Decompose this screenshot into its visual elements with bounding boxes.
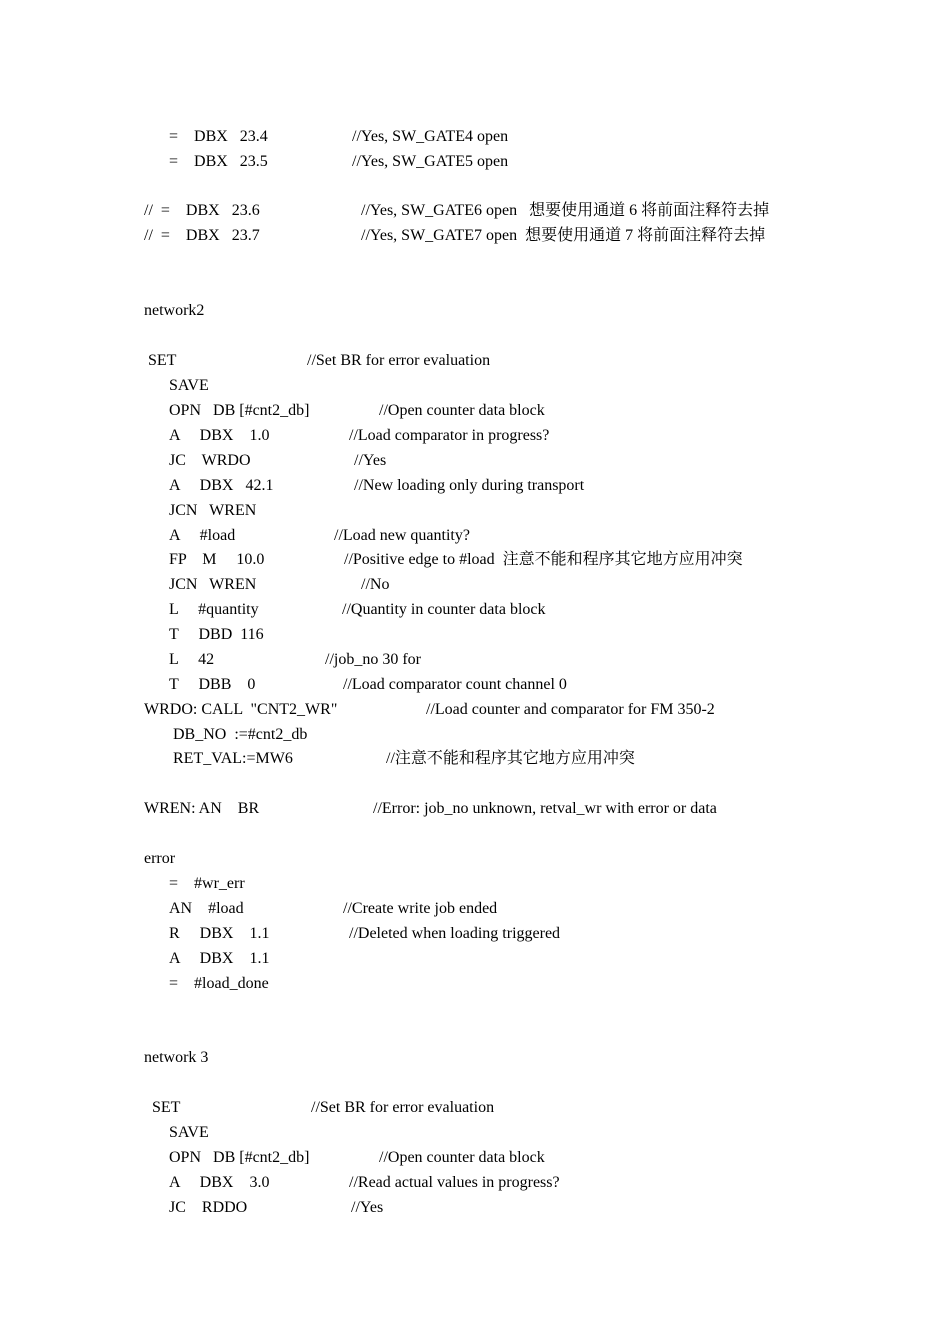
code-line: WRDO: CALL "CNT2_WR" <box>144 701 338 718</box>
code-line: SET <box>148 352 177 369</box>
code-comment: //New loading only during transport <box>354 477 585 494</box>
code-line: // = DBX 23.6 <box>144 202 260 219</box>
code-comment: //job_no 30 for <box>325 651 421 668</box>
code-comment: //Quantity in counter data block <box>342 601 546 618</box>
code-line: A DBX 3.0 <box>169 1174 270 1191</box>
code-line: DB_NO :=#cnt2_db <box>173 726 308 743</box>
code-comment: //Create write job ended <box>343 900 498 917</box>
code-comment: //Open counter data block <box>379 402 545 419</box>
code-comment: //Load new quantity? <box>334 527 470 544</box>
section-heading: network2 <box>144 302 205 319</box>
code-comment: //Yes, SW_GATE6 open 想要使用通道 6 将前面注释符去掉 <box>361 202 770 219</box>
code-line: A DBX 42.1 <box>169 477 274 494</box>
code-comment: //Deleted when loading triggered <box>349 925 561 942</box>
code-comment: //Load comparator count channel 0 <box>343 676 567 693</box>
code-comment: //Set BR for error evaluation <box>307 352 491 369</box>
code-line: JCN WREN <box>169 502 257 519</box>
code-line: = DBX 23.5 <box>169 153 268 170</box>
code-comment: //Yes <box>351 1199 384 1216</box>
code-comment: //Error: job_no unknown, retval_wr with error or data <box>373 800 717 817</box>
code-comment: //Yes, SW_GATE4 open <box>352 128 509 145</box>
code-line: WREN: AN BR <box>144 800 260 817</box>
code-line: SAVE <box>169 1124 209 1141</box>
code-line: FP M 10.0 <box>169 551 265 568</box>
section-heading: network 3 <box>144 1049 209 1066</box>
code-comment: //Yes, SW_GATE5 open <box>352 153 509 170</box>
code-line: SET <box>152 1099 181 1116</box>
code-comment: //Yes, SW_GATE7 open 想要使用通道 7 将前面注释符去掉 <box>361 227 766 244</box>
code-line: R DBX 1.1 <box>169 925 270 942</box>
code-line: JCN WREN <box>169 576 257 593</box>
code-line: L 42 <box>169 651 215 668</box>
section-heading: error <box>144 850 176 867</box>
code-line: A #load <box>169 527 236 544</box>
code-line: A DBX 1.1 <box>169 950 270 967</box>
code-line: = #load_done <box>169 975 269 992</box>
code-line: // = DBX 23.7 <box>144 227 260 244</box>
code-line: OPN DB [#cnt2_db] <box>169 402 310 419</box>
code-line: T DBD 116 <box>169 626 264 643</box>
code-line: AN #load <box>169 900 244 917</box>
code-line: = DBX 23.4 <box>169 128 268 145</box>
code-comment: //Load counter and comparator for FM 350-2 <box>426 701 715 718</box>
code-comment: //Read actual values in progress? <box>349 1174 560 1191</box>
code-line: JC WRDO <box>169 452 251 469</box>
code-line: OPN DB [#cnt2_db] <box>169 1149 310 1166</box>
code-comment: //注意不能和程序其它地方应用冲突 <box>386 750 635 767</box>
code-line: JC RDDO <box>169 1199 248 1216</box>
code-line: T DBB 0 <box>169 676 256 693</box>
code-line: RET_VAL:=MW6 <box>173 750 293 767</box>
code-comment: //Yes <box>354 452 387 469</box>
code-line: L #quantity <box>169 601 259 618</box>
code-comment: //Set BR for error evaluation <box>311 1099 495 1116</box>
code-comment: //No <box>361 576 390 593</box>
code-comment: //Load comparator in progress? <box>349 427 550 444</box>
code-line: A DBX 1.0 <box>169 427 270 444</box>
code-comment: //Open counter data block <box>379 1149 545 1166</box>
code-line: SAVE <box>169 377 209 394</box>
code-line: = #wr_err <box>169 875 245 892</box>
code-comment: //Positive edge to #load 注意不能和程序其它地方应用冲突 <box>344 551 743 568</box>
